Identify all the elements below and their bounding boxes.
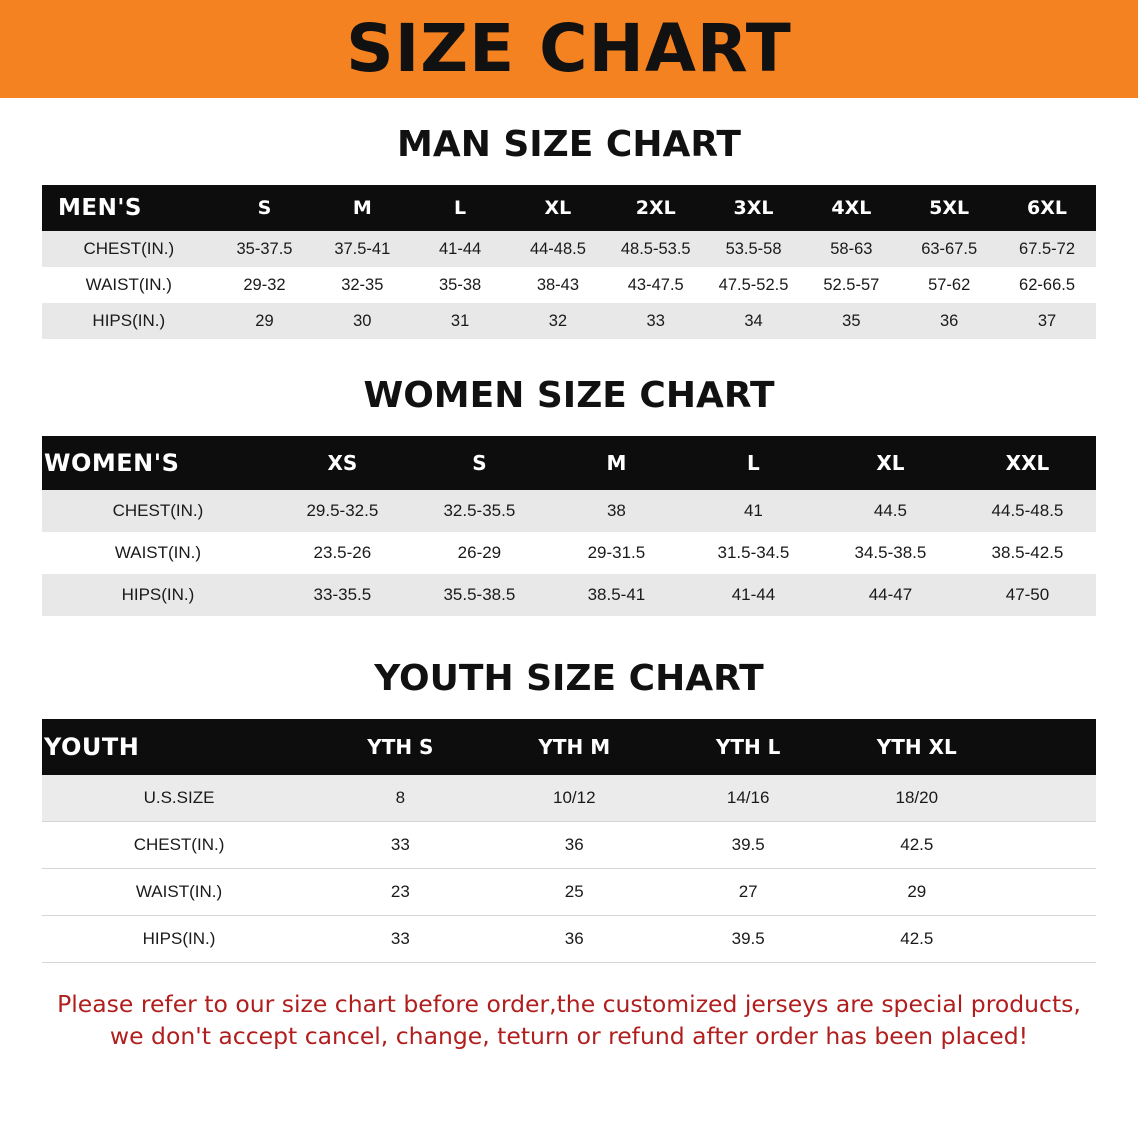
- cell: 37: [998, 303, 1096, 339]
- cell: 34.5-38.5: [822, 532, 959, 574]
- col-header-6xl: 6XL: [998, 185, 1096, 231]
- table-row: [42, 532, 1096, 574]
- cell: 36: [485, 916, 664, 963]
- man-section-title: MAN SIZE CHART: [397, 124, 741, 165]
- col-header-s: S: [411, 436, 548, 490]
- col-header-m: M: [313, 185, 411, 231]
- col-header-men: MEN'S: [42, 185, 216, 231]
- women-section-title: WOMEN SIZE CHART: [363, 375, 775, 416]
- cell: 31: [411, 303, 509, 339]
- cell: 26-29: [411, 532, 548, 574]
- cell: 41-44: [685, 574, 822, 616]
- col-header-womens: WOMEN'S: [42, 436, 274, 490]
- table-row: [42, 231, 1096, 267]
- cell: 67.5-72: [998, 231, 1096, 267]
- col-header-l: L: [411, 185, 509, 231]
- cell: 41: [685, 490, 822, 532]
- women-table-wrap: [0, 436, 1138, 616]
- cell: 8: [316, 775, 485, 822]
- row-label-waist: WAIST(IN.): [42, 267, 216, 303]
- row-label-hips: HIPS(IN.): [42, 574, 274, 616]
- cell: 44.5: [822, 490, 959, 532]
- cell: 33: [316, 916, 485, 963]
- cell: 57-62: [900, 267, 998, 303]
- table-row: [42, 490, 1096, 532]
- disclaimer-line-1: Please refer to our size chart before order,the customized jerseys are special products,: [57, 990, 1081, 1018]
- page-title: SIZE CHART: [346, 10, 792, 87]
- cell: 33: [607, 303, 705, 339]
- cell: 29-31.5: [548, 532, 685, 574]
- cell: 25: [485, 869, 664, 916]
- cell: 23.5-26: [274, 532, 411, 574]
- table-row: [42, 303, 1096, 339]
- cell: 29: [216, 303, 314, 339]
- cell-spacer: [1001, 775, 1096, 822]
- cell: 10/12: [485, 775, 664, 822]
- cell: 38-43: [509, 267, 607, 303]
- cell: 32-35: [313, 267, 411, 303]
- cell: 36: [485, 822, 664, 869]
- man-table-wrap: [0, 185, 1138, 339]
- col-header-5xl: 5XL: [900, 185, 998, 231]
- cell: 38: [548, 490, 685, 532]
- col-header-yth-s: YTH S: [316, 719, 485, 775]
- table-row: [42, 822, 1096, 869]
- cell-spacer: [1001, 916, 1096, 963]
- col-header-4xl: 4XL: [802, 185, 900, 231]
- cell: 41-44: [411, 231, 509, 267]
- table-row: [42, 775, 1096, 822]
- cell: 44-48.5: [509, 231, 607, 267]
- row-label-hips: HIPS(IN.): [42, 916, 316, 963]
- cell: 29-32: [216, 267, 314, 303]
- cell: 35: [802, 303, 900, 339]
- disclaimer-note: [42, 989, 1096, 1052]
- row-label-us-size: U.S.SIZE: [42, 775, 316, 822]
- cell: 58-63: [802, 231, 900, 267]
- row-label-chest: CHEST(IN.): [42, 231, 216, 267]
- man-size-table: [42, 185, 1096, 339]
- table-row: [42, 869, 1096, 916]
- cell-spacer: [1001, 869, 1096, 916]
- cell: 38.5-42.5: [959, 532, 1096, 574]
- col-header-m: M: [548, 436, 685, 490]
- cell: 39.5: [664, 916, 833, 963]
- cell: 33-35.5: [274, 574, 411, 616]
- row-label-waist: WAIST(IN.): [42, 532, 274, 574]
- table-header-row: [42, 185, 1096, 231]
- table-header-row: [42, 719, 1096, 775]
- cell: 44-47: [822, 574, 959, 616]
- cell: 23: [316, 869, 485, 916]
- cell: 44.5-48.5: [959, 490, 1096, 532]
- row-label-hips: HIPS(IN.): [42, 303, 216, 339]
- cell: 63-67.5: [900, 231, 998, 267]
- cell: 29: [832, 869, 1001, 916]
- youth-size-table: [42, 719, 1096, 963]
- cell: 39.5: [664, 822, 833, 869]
- cell: 48.5-53.5: [607, 231, 705, 267]
- cell: 30: [313, 303, 411, 339]
- table-row: [42, 916, 1096, 963]
- col-header-yth-l: YTH L: [664, 719, 833, 775]
- table-row: [42, 574, 1096, 616]
- cell: 42.5: [832, 822, 1001, 869]
- col-header-xl: XL: [822, 436, 959, 490]
- disclaimer-line-2: we don't accept cancel, change, teturn or refund after order has been placed!: [109, 1021, 1029, 1050]
- cell: 32.5-35.5: [411, 490, 548, 532]
- cell: 32: [509, 303, 607, 339]
- cell: 34: [705, 303, 803, 339]
- col-header-spacer: [1001, 719, 1096, 775]
- cell: 42.5: [832, 916, 1001, 963]
- cell: 38.5-41: [548, 574, 685, 616]
- col-header-2xl: 2XL: [607, 185, 705, 231]
- cell: 37.5-41: [313, 231, 411, 267]
- youth-table-wrap: [0, 719, 1138, 963]
- col-header-3xl: 3XL: [705, 185, 803, 231]
- cell: 47.5-52.5: [705, 267, 803, 303]
- cell: 29.5-32.5: [274, 490, 411, 532]
- cell: 35-38: [411, 267, 509, 303]
- cell: 35-37.5: [216, 231, 314, 267]
- col-header-s: S: [216, 185, 314, 231]
- cell: 52.5-57: [802, 267, 900, 303]
- cell: 53.5-58: [705, 231, 803, 267]
- col-header-xl: XL: [509, 185, 607, 231]
- row-label-chest: CHEST(IN.): [42, 490, 274, 532]
- cell-spacer: [1001, 822, 1096, 869]
- cell: 36: [900, 303, 998, 339]
- col-header-l: L: [685, 436, 822, 490]
- col-header-yth-m: YTH M: [485, 719, 664, 775]
- cell: 47-50: [959, 574, 1096, 616]
- cell: 43-47.5: [607, 267, 705, 303]
- col-header-xs: XS: [274, 436, 411, 490]
- cell: 62-66.5: [998, 267, 1096, 303]
- cell: 14/16: [664, 775, 833, 822]
- row-label-chest: CHEST(IN.): [42, 822, 316, 869]
- cell: 18/20: [832, 775, 1001, 822]
- cell: 33: [316, 822, 485, 869]
- page-banner: [0, 0, 1138, 98]
- cell: 31.5-34.5: [685, 532, 822, 574]
- women-size-table: [42, 436, 1096, 616]
- table-row: [42, 267, 1096, 303]
- col-header-yth-xl: YTH XL: [832, 719, 1001, 775]
- youth-section-title: YOUTH SIZE CHART: [374, 658, 764, 699]
- cell: 27: [664, 869, 833, 916]
- col-header-xxl: XXL: [959, 436, 1096, 490]
- row-label-waist: WAIST(IN.): [42, 869, 316, 916]
- table-header-row: [42, 436, 1096, 490]
- col-header-youth: YOUTH: [42, 719, 316, 775]
- cell: 35.5-38.5: [411, 574, 548, 616]
